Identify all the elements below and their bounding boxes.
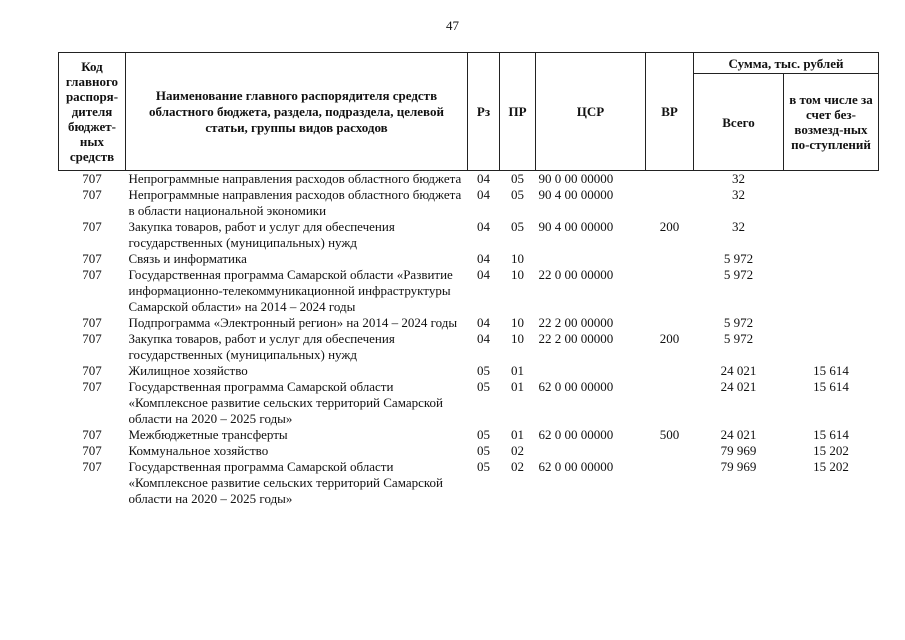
cell-csr: 62 0 00 00000	[538, 379, 614, 394]
header-rz: Рз	[468, 53, 500, 171]
cell-name: Государственная программа Самарской области «Развитие информационно-телекоммуникационной инфраструктуры Самарской области» на 2014 – 2024 годы	[128, 267, 453, 314]
cell-name: Коммунальное хозяйство	[128, 443, 269, 458]
cell-rz: 04	[477, 219, 490, 234]
cell-rz: 05	[477, 379, 490, 394]
cell-code: 707	[82, 267, 102, 282]
cell-free	[784, 219, 879, 251]
cell-free	[784, 331, 879, 363]
cell-pr: 01	[511, 427, 524, 442]
header-pr: ПР	[500, 53, 536, 171]
cell-pr: 10	[511, 331, 524, 346]
cell-vr	[646, 267, 694, 315]
cell-csr	[536, 443, 646, 459]
header-csr: ЦСР	[536, 53, 646, 171]
cell-vr	[646, 443, 694, 459]
table-row	[59, 331, 879, 363]
cell-vr	[646, 187, 694, 219]
cell-rz: 04	[477, 331, 490, 346]
cell-rz: 04	[477, 171, 490, 186]
table-row	[59, 363, 879, 379]
header-code: Код главного распоря-дителя бюджет-ных средств	[59, 53, 126, 171]
table-row	[59, 219, 879, 251]
cell-csr: 62 0 00 00000	[538, 459, 614, 474]
cell-vr: 500	[659, 427, 680, 442]
cell-free	[784, 171, 879, 188]
cell-free: 15 202	[813, 443, 849, 458]
cell-total: 79 969	[720, 459, 757, 474]
cell-free: 15 614	[813, 363, 849, 378]
cell-total: 5 972	[723, 315, 754, 330]
cell-total: 79 969	[720, 443, 757, 458]
cell-pr: 02	[511, 459, 524, 474]
cell-free: 15 202	[813, 459, 849, 474]
cell-code: 707	[82, 331, 102, 346]
table-row	[59, 187, 879, 219]
cell-free: 15 614	[813, 427, 849, 442]
cell-total: 32	[732, 187, 745, 202]
table-row	[59, 443, 879, 459]
header-vr: ВР	[646, 53, 694, 171]
cell-total: 5 972	[723, 267, 754, 282]
cell-rz: 05	[477, 427, 490, 442]
cell-code: 707	[82, 363, 102, 378]
cell-vr	[646, 459, 694, 507]
cell-code: 707	[82, 315, 102, 330]
cell-code: 707	[82, 379, 102, 394]
table-row	[59, 251, 879, 267]
cell-vr	[646, 379, 694, 427]
cell-code: 707	[82, 171, 102, 186]
cell-total: 24 021	[720, 379, 757, 394]
budget-table	[58, 52, 879, 507]
cell-name: Государственная программа Самарской области «Комплексное развитие сельских территорий Самарской области на 2020 – 2025 годы»	[128, 459, 443, 506]
cell-rz: 04	[477, 251, 490, 266]
cell-csr: 90 0 00 00000	[538, 171, 614, 186]
header-name: Наименование главного распорядителя средств областного бюджета, раздела, подраздела, целевой статьи, группы видов расходов	[126, 53, 468, 171]
cell-csr: 22 2 00 00000	[538, 331, 614, 346]
cell-free: 15 614	[813, 379, 849, 394]
cell-name: Связь и информатика	[128, 251, 247, 266]
cell-name: Межбюджетные трансферты	[128, 427, 288, 442]
cell-total: 24 021	[720, 363, 757, 378]
table-row	[59, 171, 879, 188]
cell-total: 5 972	[723, 331, 754, 346]
cell-name: Закупка товаров, работ и услуг для обеспечения государственных (муниципальных) нужд	[128, 219, 395, 250]
table-row	[59, 267, 879, 315]
cell-csr	[536, 363, 646, 379]
cell-vr	[646, 171, 694, 188]
cell-rz: 04	[477, 187, 490, 202]
cell-pr: 02	[511, 443, 524, 458]
cell-name: Подпрограмма «Электронный регион» на 2014 – 2024 годы	[128, 315, 458, 330]
table-row	[59, 379, 879, 427]
table-row	[59, 427, 879, 443]
cell-pr: 10	[511, 267, 524, 282]
cell-csr: 22 0 00 00000	[538, 267, 614, 282]
cell-rz: 05	[477, 363, 490, 378]
cell-vr	[646, 251, 694, 267]
cell-code: 707	[82, 459, 102, 474]
cell-free	[784, 267, 879, 315]
cell-code: 707	[82, 219, 102, 234]
cell-pr: 10	[511, 315, 524, 330]
cell-rz: 05	[477, 443, 490, 458]
cell-csr: 90 4 00 00000	[538, 187, 614, 202]
cell-pr: 01	[511, 363, 524, 378]
cell-csr: 62 0 00 00000	[538, 427, 614, 442]
cell-csr: 22 2 00 00000	[538, 315, 614, 330]
table-row	[59, 315, 879, 331]
cell-total: 32	[732, 171, 745, 186]
cell-total: 24 021	[720, 427, 757, 442]
cell-total: 32	[732, 219, 745, 234]
cell-vr	[646, 315, 694, 331]
page-number: 47	[446, 18, 459, 33]
cell-vr: 200	[659, 331, 680, 346]
header-free: в том числе за счет без-возмезд-ных по-ступлений	[784, 74, 879, 171]
cell-pr: 05	[511, 187, 524, 202]
table-row	[59, 459, 879, 507]
cell-vr: 200	[659, 219, 680, 234]
cell-rz: 04	[477, 315, 490, 330]
cell-csr	[536, 251, 646, 267]
cell-free	[784, 251, 879, 267]
cell-free	[784, 187, 879, 219]
cell-total: 5 972	[723, 251, 754, 266]
cell-pr: 05	[511, 219, 524, 234]
cell-name: Государственная программа Самарской области «Комплексное развитие сельских территорий Самарской области на 2020 – 2025 годы»	[128, 379, 443, 426]
cell-vr	[646, 363, 694, 379]
cell-pr: 01	[511, 379, 524, 394]
cell-code: 707	[82, 251, 102, 266]
cell-name: Жилищное хозяйство	[128, 363, 248, 378]
cell-code: 707	[82, 427, 102, 442]
cell-pr: 05	[511, 171, 524, 186]
cell-code: 707	[82, 187, 102, 202]
cell-name: Непрограммные направления расходов областного бюджета в области национальной экономики	[128, 187, 462, 218]
cell-csr: 90 4 00 00000	[538, 219, 614, 234]
header-sum: Сумма, тыс. рублей	[694, 53, 879, 74]
cell-code: 707	[82, 443, 102, 458]
cell-rz: 04	[477, 267, 490, 282]
header-total: Всего	[694, 74, 784, 171]
cell-name: Закупка товаров, работ и услуг для обеспечения государственных (муниципальных) нужд	[128, 331, 395, 362]
cell-rz: 05	[477, 459, 490, 474]
table-body	[59, 171, 879, 508]
cell-free	[784, 315, 879, 331]
cell-pr: 10	[511, 251, 524, 266]
cell-name: Непрограммные направления расходов областного бюджета	[128, 171, 462, 186]
